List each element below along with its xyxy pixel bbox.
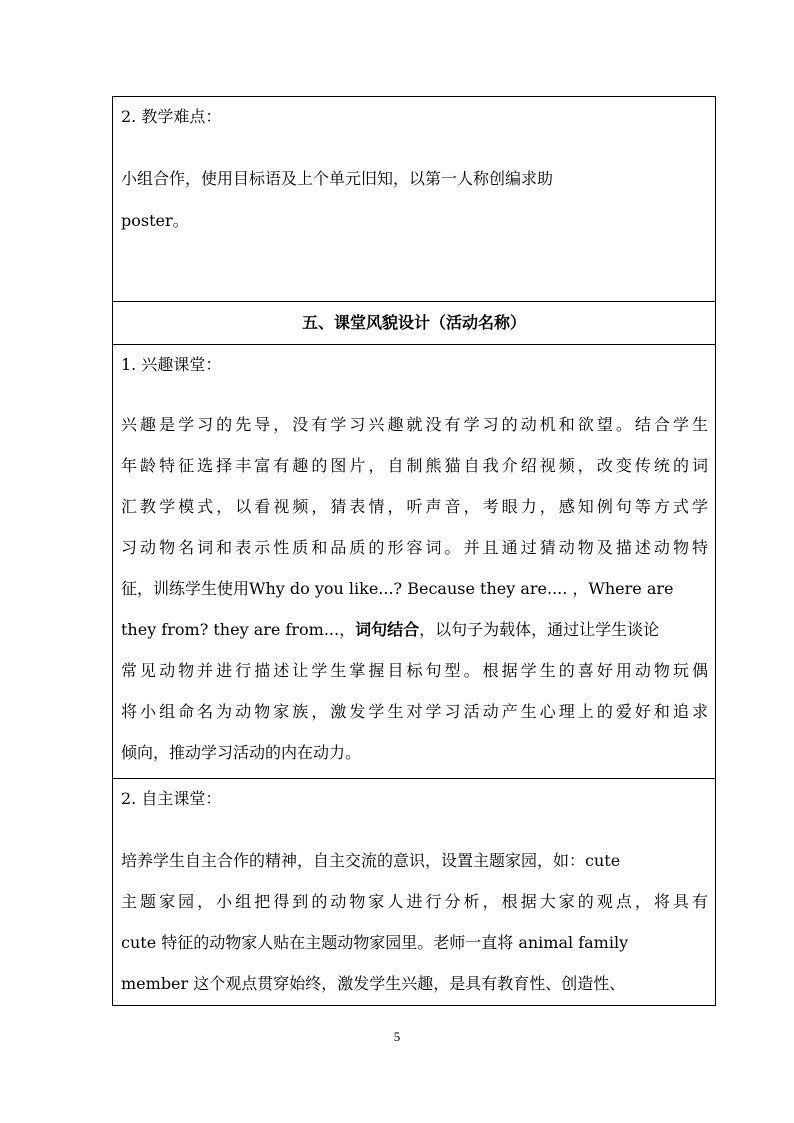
autonomous-line-3: cute 特征的动物家人贴在主题动物家园里。老师一直将 animal family [121,933,629,952]
interest-line-5: 征，训练学生使用Why do you like...? Because they are.... ，Where are [121,579,674,598]
autonomous-class-section [113,779,715,1005]
interest-line-6 [121,620,659,640]
interest-line-1: 兴趣是学习的先导，没有学习兴趣就没有学习的动机和欲望。结合学生 [121,415,708,434]
lesson-plan-table [112,96,716,1006]
interest-line-6-tail: ，以句子为载体，通过让学生谈论 [419,620,660,639]
difficulty-line-1: 小组合作，使用目标语及上个单元旧知，以第一人称创编求助 [121,169,554,188]
autonomous-heading: 2. 自主课堂： [121,789,222,808]
interest-line-9: 倾向，推动学习活动的内在动力。 [121,743,362,762]
page-number: 5 [393,1029,401,1044]
interest-class-section [113,345,715,779]
autonomous-line-1: 培养学生自主合作的精神，自主交流的意识，设置主题家园，如：cute [121,851,621,870]
difficulty-section [113,97,715,302]
difficulty-heading: 2. 教学难点： [121,107,222,126]
bold-phrase: 词句结合 [355,620,420,639]
autonomous-line-2: 主题家园，小组把得到的动物家人进行分析，根据大家的观点，将具有 [121,892,708,911]
interest-line-2: 年龄特征选择丰富有趣的图片，自制熊猫自我介绍视频，改变传统的词 [121,456,708,475]
section-title: 五、课堂风貌设计（活动名称） [301,313,526,332]
interest-line-3: 汇教学模式，以看视频，猜表情，听声音，考眼力，感知例句等方式学 [121,497,708,516]
interest-line-8: 将小组命名为动物家族，激发学生对学习活动产生心理上的爱好和追求 [121,702,708,721]
interest-line-4: 习动物名词和表示性质和品质的形容词。并且通过猜动物及描述动物特 [121,538,708,557]
difficulty-line-2: poster。 [121,211,189,230]
interest-line-7: 常见动物并进行描述让学生掌握目标句型。根据学生的喜好用动物玩偶 [121,661,708,680]
section-title-row [113,302,715,345]
autonomous-line-4: member 这个观点贯穿始终，激发学生兴趣，是具有教育性、创造性、 [121,974,626,993]
interest-line-6-start: they from? they are from...， [121,620,356,639]
interest-heading: 1. 兴趣课堂： [121,355,222,374]
